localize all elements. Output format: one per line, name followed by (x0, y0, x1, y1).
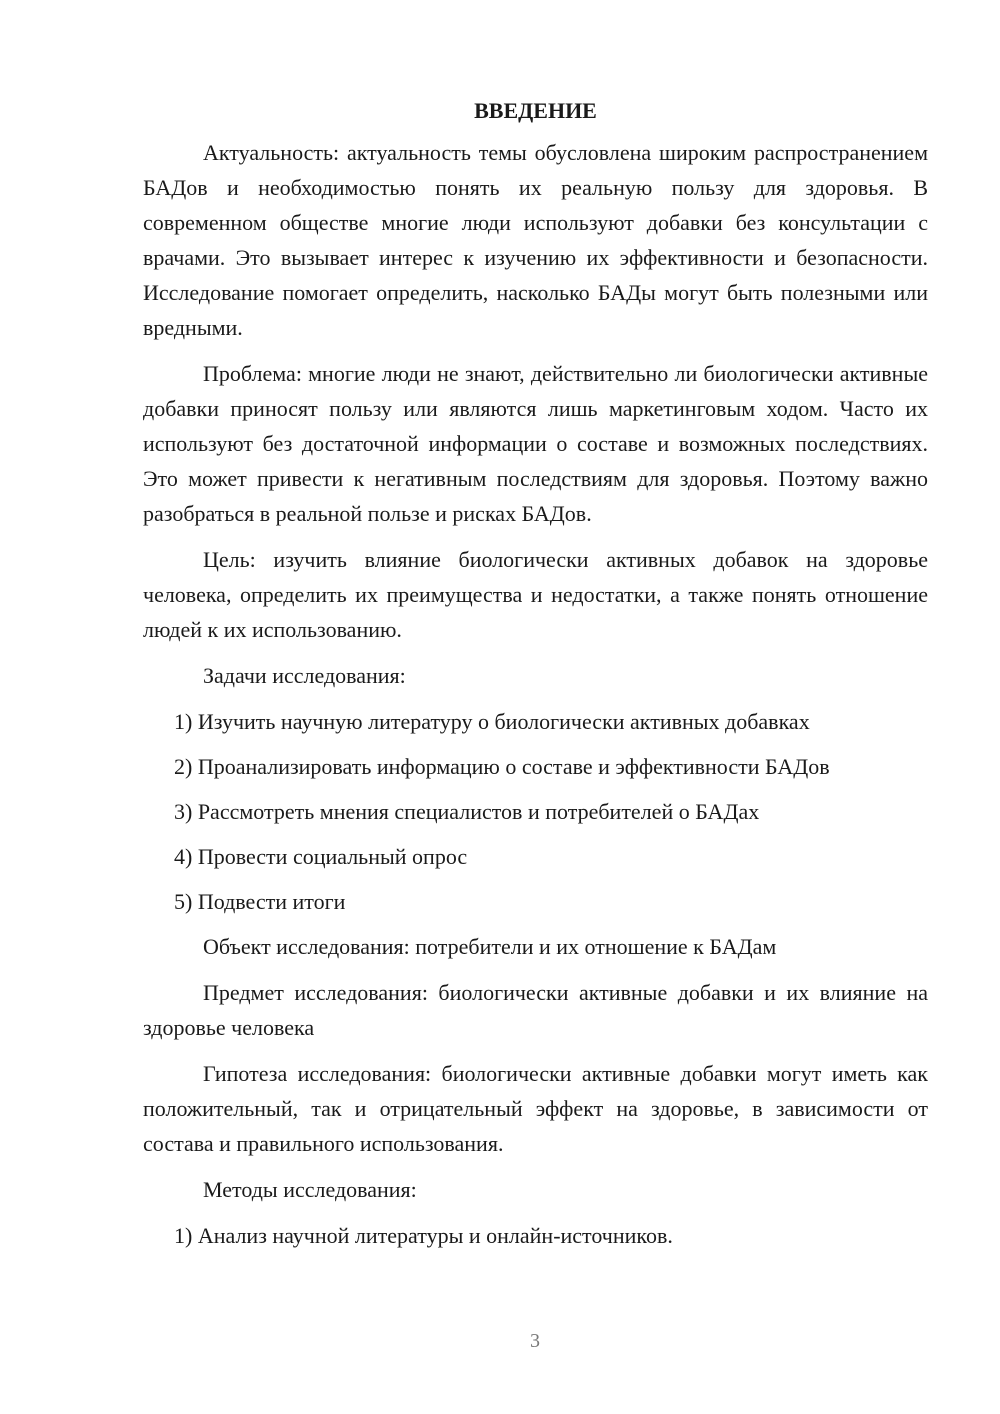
list-item: 3) Рассмотреть мнения специалистов и потребителей о БАДах (174, 799, 760, 824)
page-title: ВВЕДЕНИЕ (474, 98, 597, 123)
document-page (143, 96, 928, 1263)
tasks-title: Задачи исследования: (203, 663, 406, 688)
paragraph-subject: Предмет исследования: биологически активные добавки и их влияние на здоровье человека (143, 980, 928, 1040)
methods-title: Методы исследования: (203, 1177, 417, 1202)
paragraph-goal: Цель: изучить влияние биологически активных добавок на здоровье человека, определить их преимущества и недостатки, а также понять отношение людей к их использованию. (143, 547, 928, 642)
tasks-list (143, 704, 928, 919)
list-item: 2) Проанализировать информацию о составе и эффективности БАДов (174, 754, 830, 779)
list-item: 5) Подвести итоги (174, 889, 346, 914)
page-number: 3 (530, 1330, 540, 1352)
methods-list (143, 1218, 928, 1253)
paragraph-object: Объект исследования: потребители и их отношение к БАДам (203, 934, 777, 959)
list-item: 4) Провести социальный опрос (174, 844, 468, 869)
list-item: 1) Изучить научную литературу о биологически активных добавках (174, 709, 810, 734)
paragraph-problem: Проблема: многие люди не знают, действительно ли биологически активные добавки приносят пользу или являются лишь маркетинговым ходом. Часто их используют без достаточной информации о составе и возможных последствиях. Это может привести к негативным последствиям для здоровья. Поэтому важно разобраться в реальной пользе и рисках БАДов. (143, 361, 928, 526)
list-item: 1) Анализ научной литературы и онлайн-источников. (174, 1223, 673, 1248)
paragraph-relevance: Актуальность: актуальность темы обусловлена широким распространением БАДов и необходимостью понять их реальную пользу для здоровья. В современном обществе многие люди используют добавки без консультации с врачами. Это вызывает интерес к изучению их эффективности и безопасности. Исследование помогает определить, насколько БАДы могут быть полезными или вредными. (143, 140, 928, 340)
paragraph-hypothesis: Гипотеза исследования: биологически активные добавки могут иметь как положительный, так и отрицательный эффект на здоровье, в зависимости от состава и правильного использования. (143, 1061, 928, 1156)
